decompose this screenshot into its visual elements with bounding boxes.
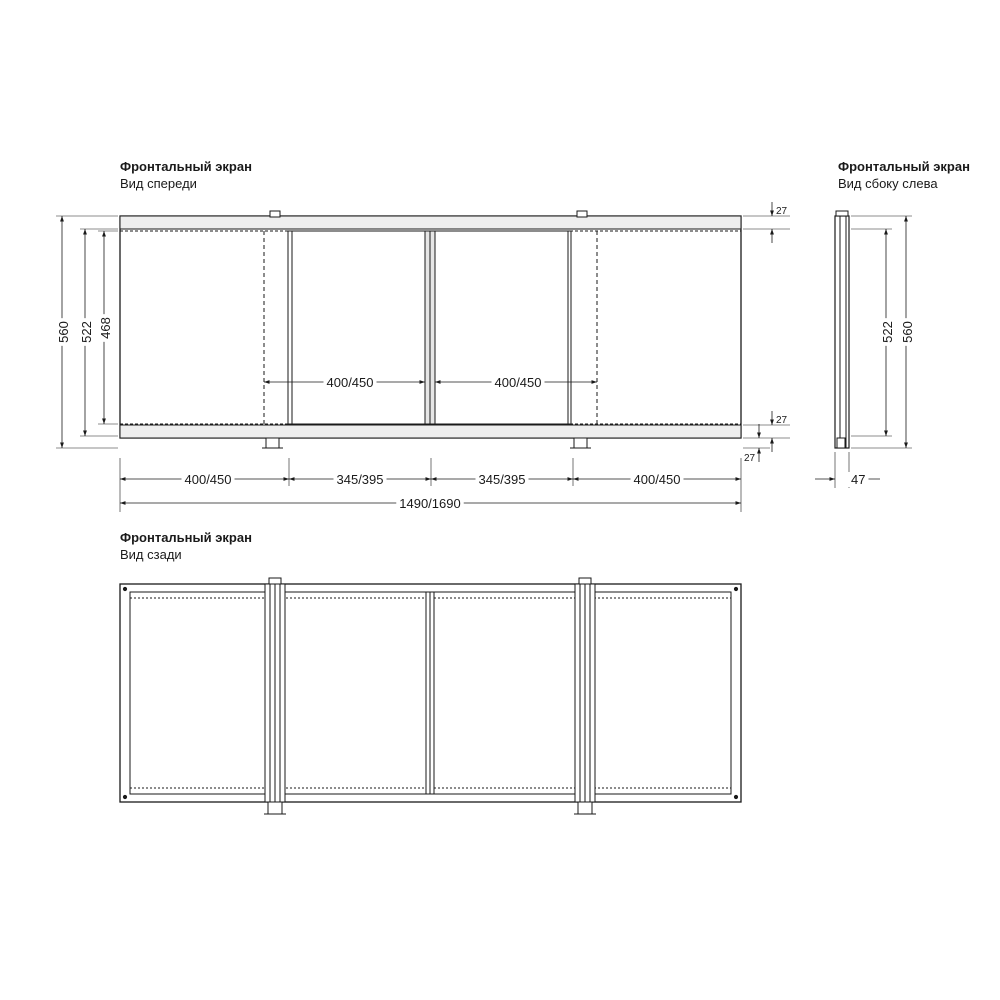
- back-view: [120, 578, 741, 814]
- back-foot-right: [578, 802, 592, 814]
- side-view-subtitle: Вид сбоку слева: [838, 176, 938, 191]
- front-top-clip-left: [270, 211, 280, 217]
- dim-side-height-total: 560: [900, 321, 915, 343]
- front-top-clip-right: [577, 211, 587, 217]
- dim-panel-overlap-left: 400/450: [326, 375, 374, 390]
- dim-width-seg-4: 400/450: [633, 472, 681, 487]
- dim-foot: 27: [744, 453, 756, 464]
- dim-width-seg-3: 345/395: [478, 472, 526, 487]
- dim-width-total: 1490/1690: [399, 496, 461, 511]
- front-view: [56, 202, 790, 512]
- front-view-subtitle: Вид спереди: [120, 176, 197, 191]
- front-view-title: Фронтальный экран: [120, 159, 252, 174]
- back-screw-tr: [734, 587, 737, 590]
- front-top-rail: [120, 216, 741, 229]
- front-bottom-rail: [120, 425, 741, 438]
- dim-width-seg-1: 400/450: [184, 472, 232, 487]
- back-foot-left: [268, 802, 282, 814]
- back-screw-bl: [123, 795, 126, 798]
- side-frame-outer: [835, 216, 849, 448]
- side-view: [815, 211, 912, 488]
- back-screw-tl: [123, 587, 126, 590]
- dim-rail-bottom: 27: [776, 415, 788, 426]
- back-screw-br: [734, 795, 737, 798]
- back-view-title: Фронтальный экран: [120, 530, 252, 545]
- dim-width-seg-2: 345/395: [336, 472, 384, 487]
- dim-side-depth: 47: [851, 472, 866, 487]
- dim-panel-overlap-right: 400/450: [494, 375, 542, 390]
- front-foot-right: [574, 438, 587, 448]
- dim-rail-top: 27: [776, 206, 788, 217]
- back-top-clip-left: [269, 578, 281, 584]
- side-top-cap: [836, 211, 848, 216]
- side-view-title: Фронтальный экран: [838, 159, 970, 174]
- side-bottom-cap: [837, 438, 845, 448]
- back-top-clip-right: [579, 578, 591, 584]
- back-view-subtitle: Вид сзади: [120, 547, 182, 562]
- dim-front-height-panel: 468: [98, 317, 113, 339]
- front-foot-left: [266, 438, 279, 448]
- dim-front-height-total: 560: [56, 321, 71, 343]
- dim-side-height-inner: 522: [880, 321, 895, 343]
- dim-front-height-inner: 522: [79, 321, 94, 343]
